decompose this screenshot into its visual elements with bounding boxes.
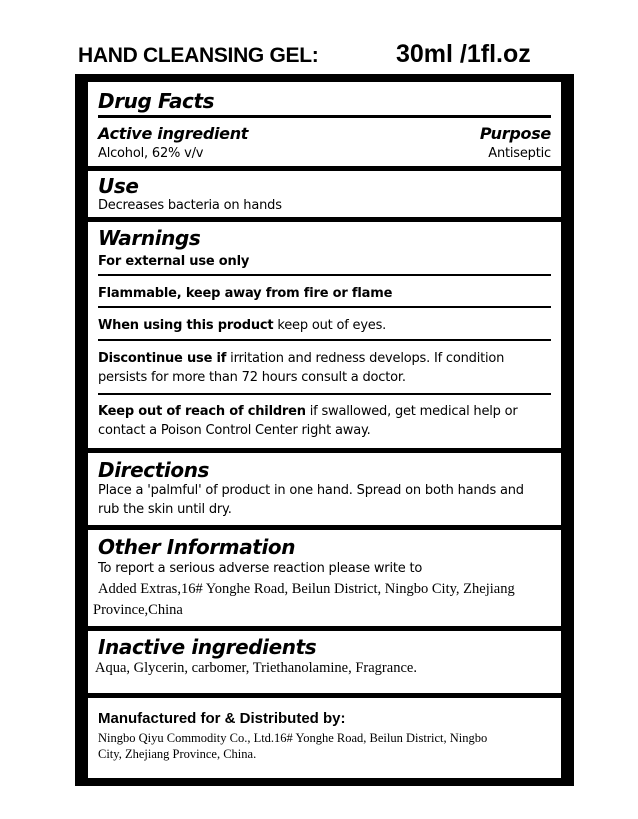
keep-out-warning: [98, 402, 518, 440]
warnings-divider: [98, 393, 551, 395]
warnings-divider: [98, 274, 551, 276]
discontinue-warning: [98, 349, 504, 387]
keep-out-text-line2: contact a Poison Control Center right away.: [98, 423, 371, 438]
manufacturer-section: [88, 698, 561, 778]
product-volume: 30ml /1fl.oz: [396, 40, 531, 68]
other-information-address-line2: Province,China: [93, 602, 183, 618]
other-information-section: [88, 530, 561, 626]
directions-title: Directions: [98, 458, 210, 482]
other-information-address: Added Extras,16# Yonghe Road, Beilun District, Ningbo City, Zhejiang: [98, 581, 515, 597]
manufacturer-address-line: City, Zhejiang Province, China.: [98, 747, 257, 761]
flammable-warning: Flammable, keep away from fire or flame: [98, 286, 393, 301]
directions-line: rub the skin until dry.: [98, 502, 232, 517]
directions-text: [98, 481, 524, 519]
use-section: [88, 171, 561, 217]
inactive-ingredients-text: Aqua, Glycerin, carbomer, Triethanolamine, Fragrance.: [95, 660, 417, 676]
product-name: HAND CLEANSING GEL:: [78, 44, 319, 67]
active-ingredient-value: Alcohol, 62% v/v: [98, 146, 204, 161]
when-using-label: When using this product: [98, 318, 274, 333]
warnings-divider: [98, 339, 551, 341]
drug-facts-section: [88, 82, 561, 166]
manufacturer-title: Manufactured for & Distributed by:: [98, 710, 346, 727]
when-using-warning: [98, 316, 386, 335]
warnings-title: Warnings: [98, 226, 201, 250]
drug-facts-title: Drug Facts: [98, 89, 215, 113]
discontinue-text: irritation and redness develops. If condition: [226, 351, 505, 366]
keep-out-label: Keep out of reach of children: [98, 404, 306, 419]
warnings-divider: [98, 306, 551, 308]
directions-section: [88, 453, 561, 525]
discontinue-label: Discontinue use if: [98, 351, 227, 366]
other-information-text: To report a serious adverse reaction please write to: [98, 561, 423, 576]
purpose-value: Antiseptic: [488, 146, 551, 161]
warnings-section: [88, 222, 561, 448]
inactive-ingredients-title: Inactive ingredients: [98, 635, 317, 659]
external-use-warning: For external use only: [98, 254, 250, 269]
inactive-ingredients-section: [88, 631, 561, 693]
drug-facts-divider: [98, 115, 551, 118]
use-text: Decreases bacteria on hands: [98, 198, 282, 213]
other-information-title: Other Information: [98, 535, 296, 559]
drug-facts-panel: [75, 74, 574, 786]
when-using-text: keep out of eyes.: [273, 318, 387, 333]
directions-line: Place a 'palmful' of product in one hand. Spread on both hands and: [98, 483, 524, 498]
manufacturer-address-line: Ningbo Qiyu Commodity Co., Ltd.16# Yonghe Road, Beilun District, Ningbo: [98, 731, 488, 745]
active-ingredient-heading: Active ingredient: [98, 124, 249, 143]
manufacturer-address: [98, 730, 487, 762]
purpose-heading: Purpose: [479, 124, 551, 143]
discontinue-text-line2: persists for more than 72 hours consult a doctor.: [98, 370, 406, 385]
use-title: Use: [98, 174, 139, 198]
keep-out-text: if swallowed, get medical help or: [305, 404, 518, 419]
